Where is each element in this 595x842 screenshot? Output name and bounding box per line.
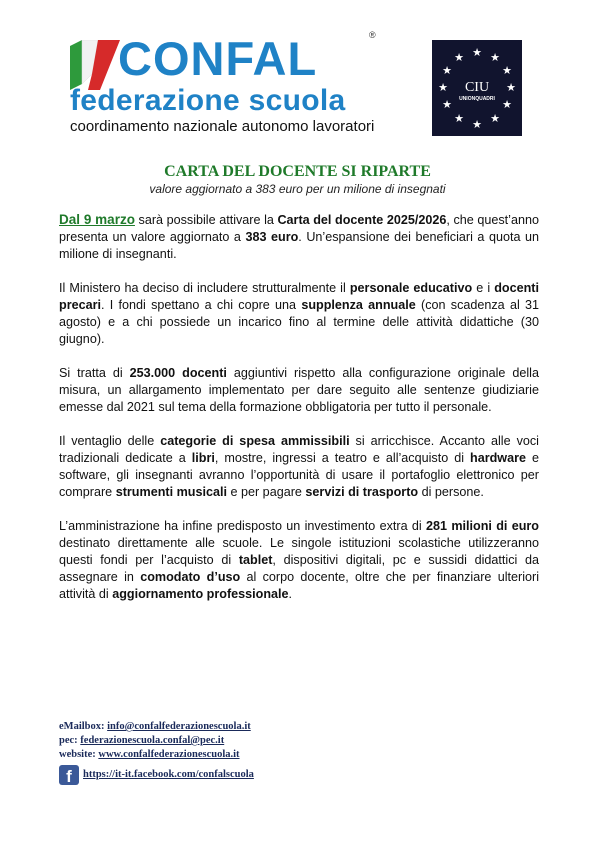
text: di persone.	[418, 485, 484, 499]
svg-text:★: ★	[454, 113, 464, 125]
paragraph-4	[59, 433, 539, 501]
svg-text:★: ★	[506, 82, 516, 94]
facebook-icon[interactable]: f	[59, 765, 79, 785]
svg-text:★: ★	[438, 82, 448, 94]
svg-text:★: ★	[490, 113, 500, 125]
bold-text: 281 milioni di euro	[426, 519, 539, 533]
email-row	[59, 720, 254, 734]
text: si arricchisce. Accanto alle voci tradizionali dedicate a	[59, 434, 539, 465]
text: al corpo docente, oltre che per finanziare ulteriori attività di	[59, 570, 539, 601]
bold-text: supplenza annuale	[301, 298, 416, 312]
svg-text:★: ★	[472, 47, 482, 59]
website-link[interactable]: www.confalfederazionescuola.it	[98, 749, 240, 760]
ciu-logo	[432, 40, 522, 136]
date-highlight: Dal 9 marzo	[59, 212, 135, 227]
svg-text:★: ★	[442, 99, 452, 111]
text: e per pagare	[226, 485, 306, 499]
bold-text: strumenti musicali	[115, 485, 227, 499]
bold-text: categorie di spesa ammissibili	[160, 434, 350, 448]
website-label: website:	[59, 749, 99, 760]
email-link[interactable]: info@confalfederazionescuola.it	[107, 721, 251, 732]
bold-text: Carta del docente 2025/2026	[277, 213, 447, 227]
svg-text:★: ★	[454, 52, 464, 64]
text: aggiuntivi rispetto alla configurazione originale della misura, un allargamento implementato per dare seguito alle sentenze giudiziarie emesse dal 2021 sul tema della formazione obbligatoria per tutto il personale.	[59, 366, 539, 414]
page-title: CARTA DEL DOCENTE SI RIPARTE	[164, 163, 431, 180]
bold-text: 383 euro	[245, 230, 299, 244]
bold-text: hardware	[470, 451, 526, 465]
registered-mark: ®	[369, 30, 376, 40]
text: .	[288, 587, 293, 601]
bold-text: personale educativo	[349, 281, 473, 295]
paragraph-2	[59, 280, 539, 348]
facebook-link[interactable]: https://it-it.facebook.com/confalscuola	[83, 769, 254, 780]
federation-name: federazione scuola	[70, 84, 346, 117]
svg-text:★: ★	[502, 65, 512, 77]
text: . I fondi spettano a chi copre una	[101, 298, 302, 312]
text: Il Ministero ha deciso di includere strutturalmente il	[59, 281, 350, 295]
text: e software, gli insegnanti avranno l’opportunità di usare il portafoglio elettronico per comprare	[59, 451, 539, 499]
bold-text: docenti precari	[59, 281, 539, 312]
pec-label: pec:	[59, 735, 81, 746]
contact-footer	[59, 720, 254, 785]
bold-text: comodato d’uso	[140, 570, 241, 584]
article-body	[59, 211, 539, 620]
paragraph-1	[59, 211, 539, 263]
text: Si tratta di	[59, 366, 130, 380]
pec-link[interactable]: federazionescuola.confal@pec.it	[80, 735, 225, 746]
paragraph-5	[59, 518, 539, 603]
bold-text: tablet	[238, 553, 273, 567]
page-subtitle: valore aggiornato a 383 euro per un milione di insegnati	[149, 182, 446, 196]
svg-text:★: ★	[442, 65, 452, 77]
text: (con scadenza al 31 agosto) e a chi possiede un incarico fino al termine delle attività didattiche (30 giugno).	[59, 298, 540, 346]
paragraph-3	[59, 365, 539, 416]
facebook-row	[59, 765, 254, 785]
svg-text:★: ★	[490, 52, 500, 64]
svg-text:★: ★	[472, 119, 482, 131]
text: . Un’espansione dei beneficiari a quota un milione di insegnanti.	[59, 230, 539, 261]
text: destinato direttamente alle scuole. Le singole istituzioni scolastiche utilizzeranno questi fondi per l’acquisto di	[59, 536, 539, 567]
italian-flag-icon	[70, 40, 120, 90]
bold-text: 253.000 docenti	[129, 366, 227, 380]
text: , dispositivi digitali, pc e sussidi didattici da assegnare in	[59, 553, 539, 584]
bold-text: servizi di trasporto	[305, 485, 419, 499]
text: L’amministrazione ha infine predisposto un investimento extra di	[59, 519, 426, 533]
text: e i	[472, 281, 495, 295]
text: sarà possibile attivare la	[134, 213, 278, 227]
svg-text:★: ★	[502, 99, 512, 111]
confal-logo-text: CONFAL	[118, 32, 318, 85]
ciu-label: CIU	[464, 80, 490, 95]
text: , mostre, ingressi a teatro e all’acquisto di	[214, 451, 470, 465]
text: , che quest’anno presenta un valore aggiornato a	[59, 213, 539, 244]
pec-row	[59, 734, 254, 748]
text: Il ventaglio delle	[59, 434, 161, 448]
email-label: eMailbox:	[59, 721, 108, 732]
bold-text: libri	[191, 451, 215, 465]
ciu-sub: UNIONQUADRI	[459, 96, 495, 102]
bold-text: aggiornamento professionale	[112, 587, 289, 601]
website-row	[59, 748, 254, 762]
coordination-tagline: coordinamento nazionale autonomo lavoratori	[70, 118, 375, 135]
